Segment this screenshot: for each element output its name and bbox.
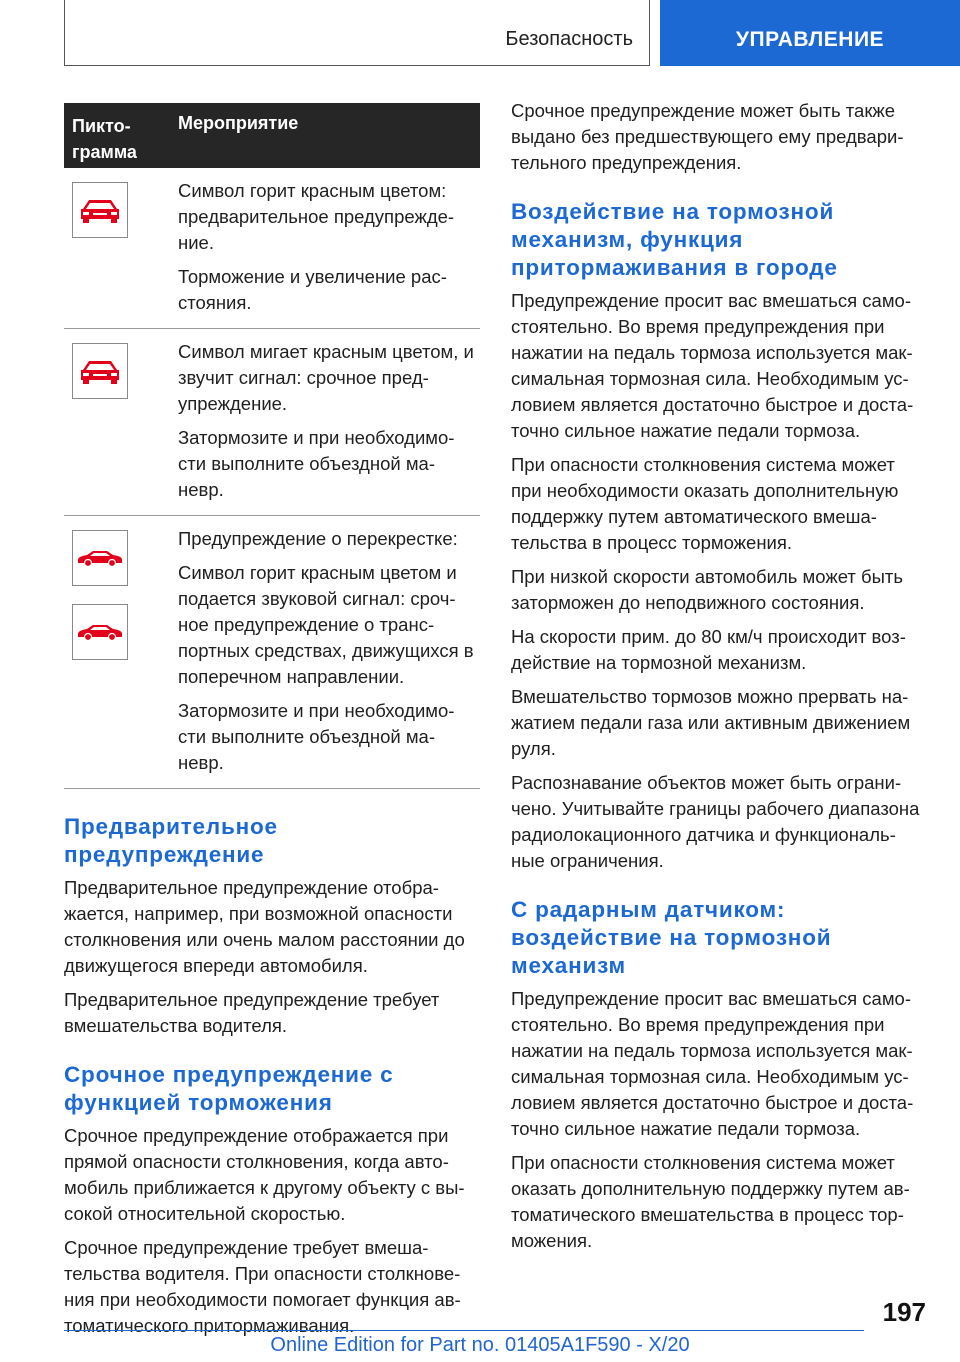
action-cell bbox=[178, 526, 480, 776]
pictogram-cell bbox=[72, 182, 128, 256]
heading-radar-braking: С радарным датчиком: воздействие на тормозной механизм bbox=[511, 897, 832, 978]
crossing-car-warning-icon bbox=[72, 530, 128, 586]
column-header-action: Мероприятие bbox=[178, 113, 299, 133]
spacer bbox=[64, 1047, 480, 1061]
table-row bbox=[64, 168, 480, 329]
pictogram-cell bbox=[72, 343, 128, 417]
action-text: Затормозите и при необходимо-сти выполните объездной ма-невр. bbox=[178, 700, 455, 773]
action-text: Символ горит красным цветом и подается звуковой сигнал: сроч-ное предупреждение о транс-портных средствах, движущихся в поперечном направлении. bbox=[178, 562, 474, 687]
paragraph: При опасности столкновения система может оказать дополнительную поддержку путем ав-томатического вмешательства в процесс тор-можения. bbox=[511, 1152, 910, 1251]
paragraph: Срочное предупреждение отображается при прямой опасности столкновения, когда авто-мобиль приближается к другому объекту с вы-сокой относительной скоростью. bbox=[64, 1125, 465, 1224]
footer-edition: Online Edition for Part no. 01405A1F590 - X/20 bbox=[270, 1334, 690, 1356]
page-header bbox=[0, 0, 960, 66]
heading-urgent-warning: Срочное предупреждение с функцией торможения bbox=[64, 1062, 394, 1115]
paragraph: Предупреждение просит вас вмешаться само-стоятельно. Во время предупреждения при нажатии на педаль тормоза используется мак-симальная тормозная сила. Необходимым ус-ловием является достаточно быстрое и доста-точно сильное нажатие педали тормоза. bbox=[511, 290, 914, 441]
pictogram-cell bbox=[72, 530, 128, 678]
action-cell bbox=[178, 178, 480, 316]
page-number: 197 bbox=[882, 1297, 926, 1327]
right-column bbox=[511, 98, 927, 1262]
chapter-tab bbox=[660, 0, 960, 66]
paragraph: Предварительное предупреждение требует вмешательства водителя. bbox=[64, 989, 440, 1036]
paragraph: Распознавание объектов может быть ограни-чено. Учитывайте границы рабочего диапазона радиолокационного датчика и функциональ-ные ограничения. bbox=[511, 772, 920, 871]
section-title: Безопасность bbox=[505, 28, 633, 50]
paragraph: Предупреждение просит вас вмешаться само-стоятельно. Во время предупреждения при нажатии на педаль тормоза используется мак-симальная тормозная сила. Необходимым ус-ловием является достаточно быстрое и доста-точно сильное нажатие педали тормоза. bbox=[511, 988, 914, 1139]
action-text: Затормозите и при необходимо-сти выполните объездной ма-невр. bbox=[178, 427, 455, 500]
table-row bbox=[64, 329, 480, 516]
paragraph: При низкой скорости автомобиль может быть заторможен до неподвижного состояния. bbox=[511, 566, 904, 613]
spacer bbox=[64, 789, 480, 813]
heading-city-braking: Воздействие на тормозной механизм, функция притормаживания в городе bbox=[511, 199, 838, 280]
left-column bbox=[64, 103, 480, 1347]
table-header bbox=[64, 103, 480, 168]
action-text: Предупреждение о перекрестке: bbox=[178, 528, 458, 549]
section-tab bbox=[64, 0, 650, 66]
paragraph: На скорости прим. до 80 км/ч происходит воз-действие на тормозной механизм. bbox=[511, 626, 906, 673]
action-text: Символ горит красным цветом: предварительное предупрежде-ние. bbox=[178, 180, 455, 253]
car-warning-red-icon bbox=[72, 182, 128, 238]
paragraph: Вмешательство тормозов можно прервать на-жатием педали газа или активным движением руля. bbox=[511, 686, 911, 759]
paragraph: Предварительное предупреждение отобра-жается, например, при возможной опасности столкновения или очень малом расстоянии до движущегося впереди автомобиля. bbox=[64, 877, 465, 976]
column-header-pictogram: Пикто-грамма bbox=[72, 116, 137, 162]
spacer bbox=[511, 882, 927, 896]
heading-prewarning: Предварительное предупреждение bbox=[64, 814, 278, 867]
pictogram-table bbox=[64, 103, 480, 789]
table-row bbox=[64, 516, 480, 789]
car-warning-red-flashing-icon bbox=[72, 343, 128, 399]
footer-divider bbox=[64, 1330, 864, 1331]
crossing-car-warning-icon bbox=[72, 604, 128, 660]
action-cell bbox=[178, 339, 480, 503]
action-text: Символ мигает красным цветом, и звучит сигнал: срочное пред-упреждение. bbox=[178, 341, 474, 414]
chapter-title: УПРАВЛЕНИЕ bbox=[735, 28, 885, 51]
paragraph: При опасности столкновения система может при необходимости оказать дополнительную поддержку путем автоматического вмеша-тельства в процесс торможения. bbox=[511, 454, 899, 553]
paragraph: Срочное предупреждение может быть также выдано без предшествующего ему предвари-тельного предупреждения. bbox=[511, 100, 904, 173]
paragraph: Срочное предупреждение требует вмеша-тельства водителя. При опасности столкнове-ния при необходимости помогает функция ав-томатического притормаживания. bbox=[64, 1237, 461, 1336]
action-text: Торможение и увеличение рас-стояния. bbox=[178, 266, 447, 313]
spacer bbox=[511, 184, 927, 198]
